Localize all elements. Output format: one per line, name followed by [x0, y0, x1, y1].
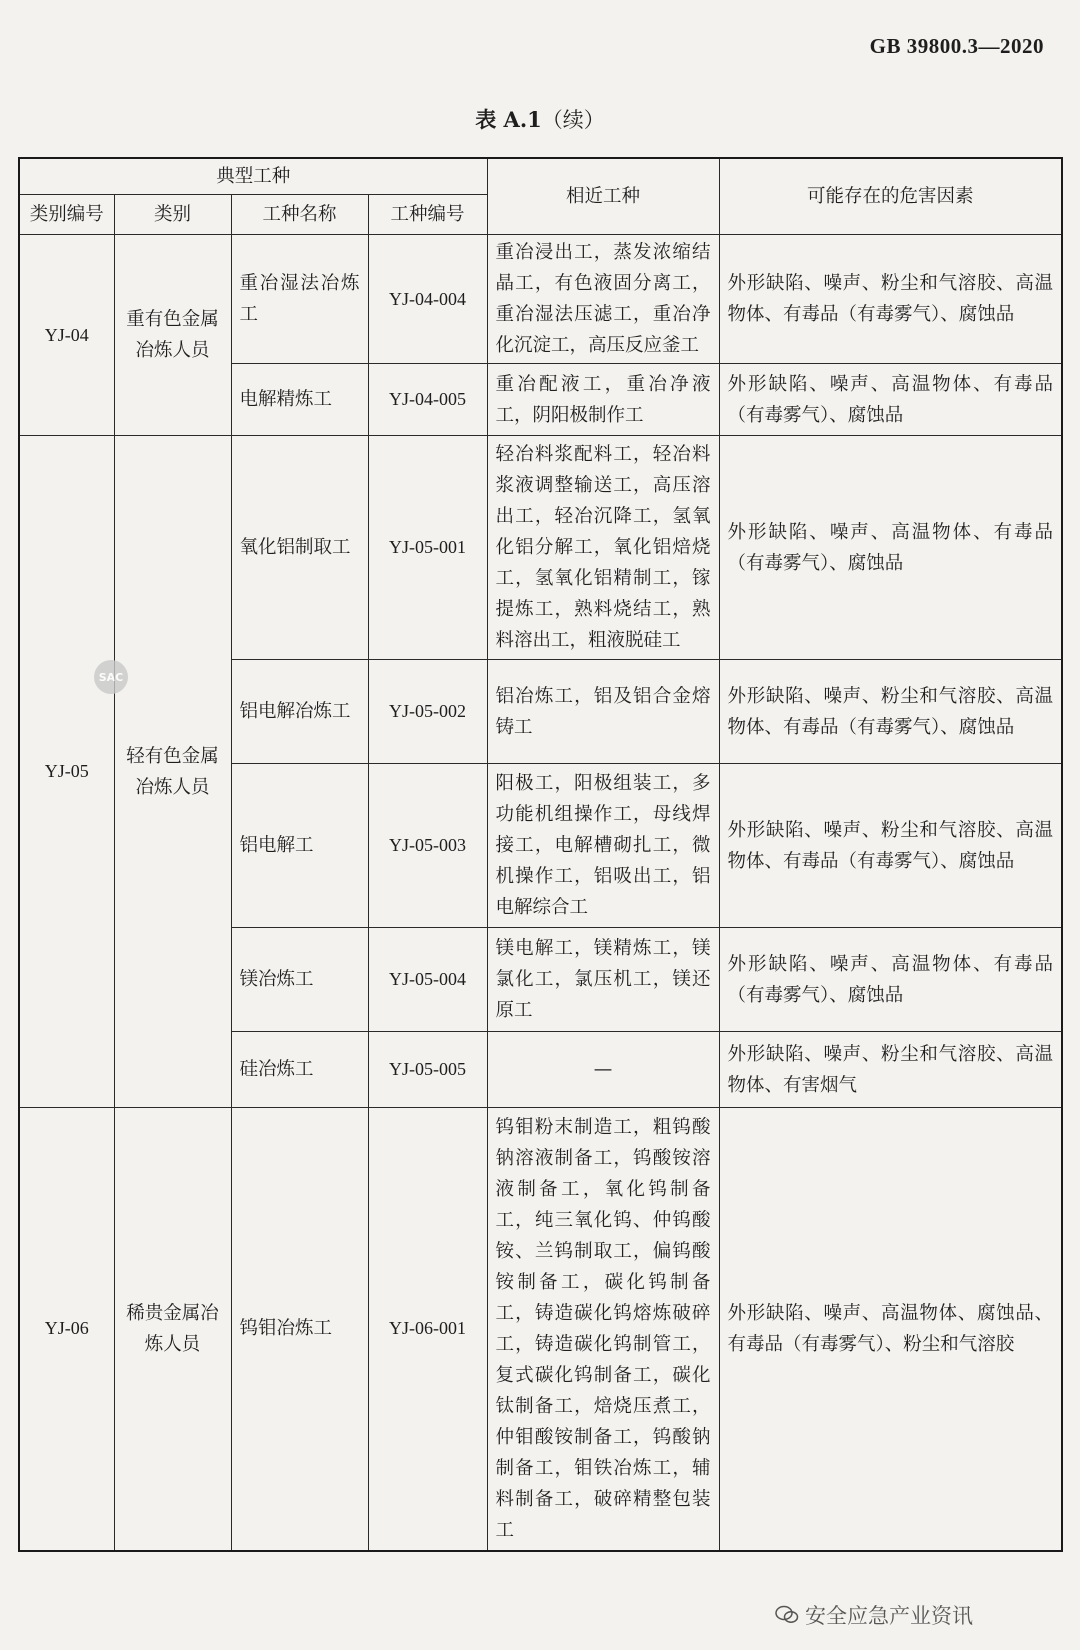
header-hazards: 可能存在的危害因素: [719, 158, 1062, 235]
job-name-cell: 重冶湿法冶炼工: [231, 235, 368, 364]
wechat-icon: [775, 1605, 799, 1625]
job-name-cell: 镁冶炼工: [231, 928, 368, 1032]
hazards-cell: 外形缺陷、噪声、高温物体、腐蚀品、有毒品（有毒雾气）、粉尘和气溶胶: [719, 1108, 1062, 1551]
header-typical-job: 典型工种: [19, 158, 487, 195]
similar-jobs-cell: 钨钼粉末制造工，粗钨酸钠溶液制备工，钨酸铵溶液制备工，氧化钨制备工，纯三氧化钨、仲钨酸铵、兰钨制取工，偏钨酸铵制备工，碳化钨制备工，铸造碳化钨熔炼破碎工，铸造碳化钨制管工，复式碳化钨制备工，碳化钛制备工，焙烧压煮工，仲钼酸铵制备工，钨酸钠制备工，钼铁冶炼工，辅料制备工，破碎精整包装工: [487, 1108, 719, 1551]
similar-jobs-cell: —: [487, 1032, 719, 1108]
job-code-cell: YJ-04-005: [368, 364, 487, 436]
job-name-cell: 铝电解冶炼工: [231, 660, 368, 764]
header-job-name: 工种名称: [231, 195, 368, 235]
header-similar-jobs: 相近工种: [487, 158, 719, 235]
category-no-cell: YJ-06: [19, 1108, 114, 1551]
job-code-cell: YJ-06-001: [368, 1108, 487, 1551]
category-cell: 稀贵金属冶炼人员: [114, 1108, 231, 1551]
standard-number: GB 39800.3—2020: [869, 34, 1044, 58]
category-cell: 轻有色金属冶炼人员: [114, 436, 231, 1108]
table-title: [0, 104, 1080, 134]
job-code-cell: YJ-05-002: [368, 660, 487, 764]
hazard-table: [18, 157, 1063, 1552]
table-row: [19, 235, 1062, 364]
job-code-cell: YJ-05-005: [368, 1032, 487, 1108]
similar-jobs-cell: 铝冶炼工，铝及铝合金熔铸工: [487, 660, 719, 764]
table-title-main: 表 A.1: [475, 107, 542, 132]
hazards-cell: 外形缺陷、噪声、粉尘和气溶胶、高温物体、有毒品（有毒雾气）、腐蚀品: [719, 764, 1062, 928]
header-job-no: 工种编号: [368, 195, 487, 235]
hazards-cell: 外形缺陷、噪声、粉尘和气溶胶、高温物体、有毒品（有毒雾气）、腐蚀品: [719, 660, 1062, 764]
category-no-cell: YJ-05: [19, 436, 114, 1108]
table-title-continued: （续）: [541, 108, 605, 132]
hazards-cell: 外形缺陷、噪声、粉尘和气溶胶、高温物体、有害烟气: [719, 1032, 1062, 1108]
category-no-cell: YJ-04: [19, 235, 114, 436]
job-name-cell: 钨钼冶炼工: [231, 1108, 368, 1551]
job-code-cell: YJ-05-001: [368, 436, 487, 660]
watermark-text: 安全应急产业资讯: [805, 1604, 973, 1628]
job-code-cell: YJ-04-004: [368, 235, 487, 364]
job-code-cell: YJ-05-004: [368, 928, 487, 1032]
similar-jobs-cell: 重冶配液工，重冶净液工，阴阳极制作工: [487, 364, 719, 436]
sac-stamp: SAC: [94, 660, 128, 694]
hazards-cell: 外形缺陷、噪声、粉尘和气溶胶、高温物体、有毒品（有毒雾气）、腐蚀品: [719, 235, 1062, 364]
hazards-cell: 外形缺陷、噪声、高温物体、有毒品（有毒雾气）、腐蚀品: [719, 928, 1062, 1032]
job-name-cell: 铝电解工: [231, 764, 368, 928]
job-code-cell: YJ-05-003: [368, 764, 487, 928]
header-category-no: 类别编号: [19, 195, 114, 235]
table-row: [19, 1108, 1062, 1551]
category-cell: 重有色金属冶炼人员: [114, 235, 231, 436]
similar-jobs-cell: 镁电解工，镁精炼工，镁氯化工，氯压机工，镁还原工: [487, 928, 719, 1032]
hazards-cell: 外形缺陷、噪声、高温物体、有毒品（有毒雾气）、腐蚀品: [719, 364, 1062, 436]
similar-jobs-cell: 重冶浸出工，蒸发浓缩结晶工，有色液固分离工，重冶湿法压滤工，重冶净化沉淀工，高压反应釜工: [487, 235, 719, 364]
similar-jobs-cell: 轻冶料浆配料工，轻冶料浆液调整输送工，高压溶出工，轻冶沉降工，氢氧化铝分解工，氧化铝焙烧工，氢氧化铝精制工，镓提炼工，熟料烧结工，熟料溶出工，粗液脱硅工: [487, 436, 719, 660]
watermark: [775, 1600, 973, 1630]
job-name-cell: 电解精炼工: [231, 364, 368, 436]
job-name-cell: 氧化铝制取工: [231, 436, 368, 660]
table-row: [19, 436, 1062, 660]
job-name-cell: 硅冶炼工: [231, 1032, 368, 1108]
similar-jobs-cell: 阳极工，阳极组装工，多功能机组操作工，母线焊接工，电解槽砌扎工，微机操作工，铝吸出工，铝电解综合工: [487, 764, 719, 928]
header-category: 类别: [114, 195, 231, 235]
hazards-cell: 外形缺陷、噪声、高温物体、有毒品（有毒雾气）、腐蚀品: [719, 436, 1062, 660]
